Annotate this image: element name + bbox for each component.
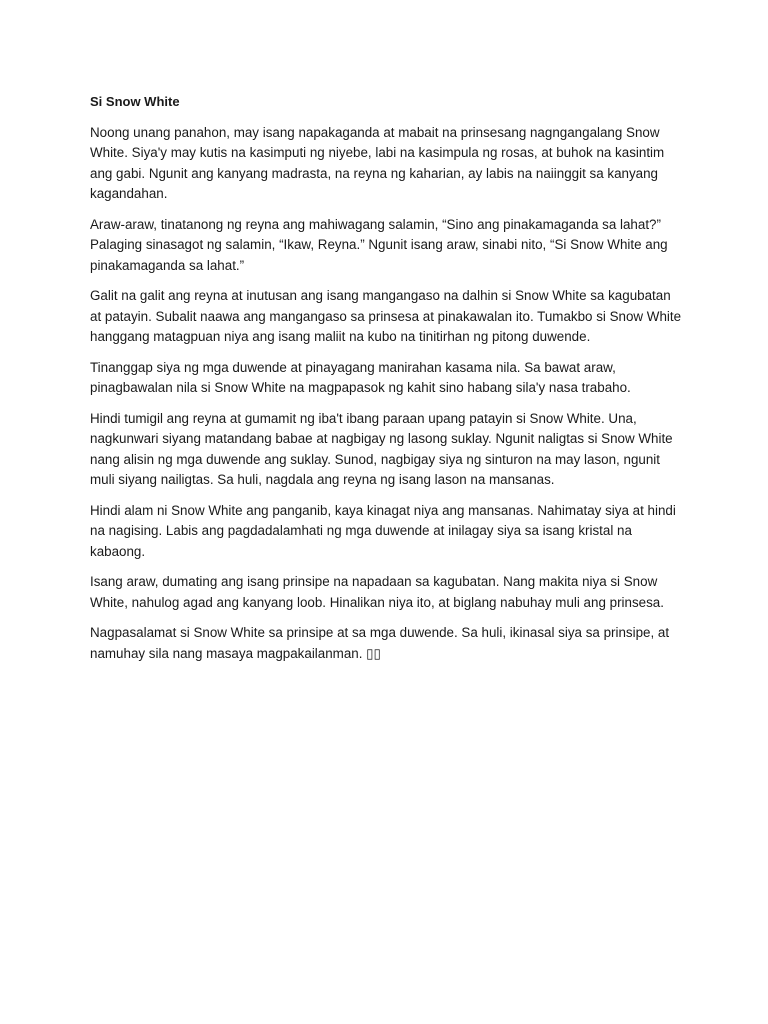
paragraph-7: Isang araw, dumating ang isang prinsipe na napadaan sa kagubatan. Nang makita niya si Snow White, nahulog agad ang kanyang loob. Hinalikan niya ito, at biglang nabuhay muli ang prinsesa. <box>90 574 664 610</box>
paragraph-3: Galit na galit ang reyna at inutusan ang isang mangangaso na dalhin si Snow White sa kagubatan at patayin. Subalit naawa ang mangangaso sa prinsesa at pinakawalan ito. Tumakbo si Snow White hanggang matagpuan niya ang isang maliit na kubo na tinitirhan ng pitong duwende. <box>90 288 682 344</box>
paragraph-4: Tinanggap siya ng mga duwende at pinayagang manirahan kasama nila. Sa bawat araw, pinagbawalan nila si Snow White na magpapasok ng kahit sino habang sila'y nasa trabaho. <box>90 359 631 395</box>
document-title: Si Snow White <box>90 94 180 109</box>
paragraph-1: Noong unang panahon, may isang napakaganda at mabait na prinsesang nagngangalang Snow White. Siya'y may kutis na kasimputi ng niyebe, labi na kasimpula ng rosas, at buhok na kasintim ang gabi. Ngunit ang kanyang madrasta, na reyna ng kaharian, ay labis na naiinggit sa kanyang kagandahan. <box>90 124 665 201</box>
paragraph-8: Nagpasalamat si Snow White sa prinsipe at sa mga duwende. Sa huli, ikinasal siya sa prinsipe, at namuhay sila nang masaya magpakailanman. ▯▯ <box>90 625 670 661</box>
paragraph-5: Hindi tumigil ang reyna at gumamit ng iba't ibang paraan upang patayin si Snow White. Una, nagkunwari siyang matandang babae at nagbigay ng lasong suklay. Ngunit naligtas si Snow White nang alisin ng mga duwende ang suklay. Sunod, nagbigay siya ng sinturon na may lason, ngunit muli siyang nailigtas. Sa huli, nagdala ang reyna ng isang lason na mansanas. <box>90 410 673 487</box>
paragraph-6: Hindi alam ni Snow White ang panganib, kaya kinagat niya ang mansanas. Nahimatay siya at hindi na nagising. Labis ang pagdadalamhati ng mga duwende at inilagay siya sa isang kristal na kabaong. <box>90 502 676 559</box>
paragraph-2: Araw-araw, tinatanong ng reyna ang mahiwagang salamin, “Sino ang pinakamaganda sa lahat?” Palaging sinasagot ng salamin, “Ikaw, Reyna.” Ngunit isang araw, sinabi nito, “Si Snow White ang pinakamaganda sa lahat.” <box>90 216 668 273</box>
document-body <box>90 92 682 674</box>
